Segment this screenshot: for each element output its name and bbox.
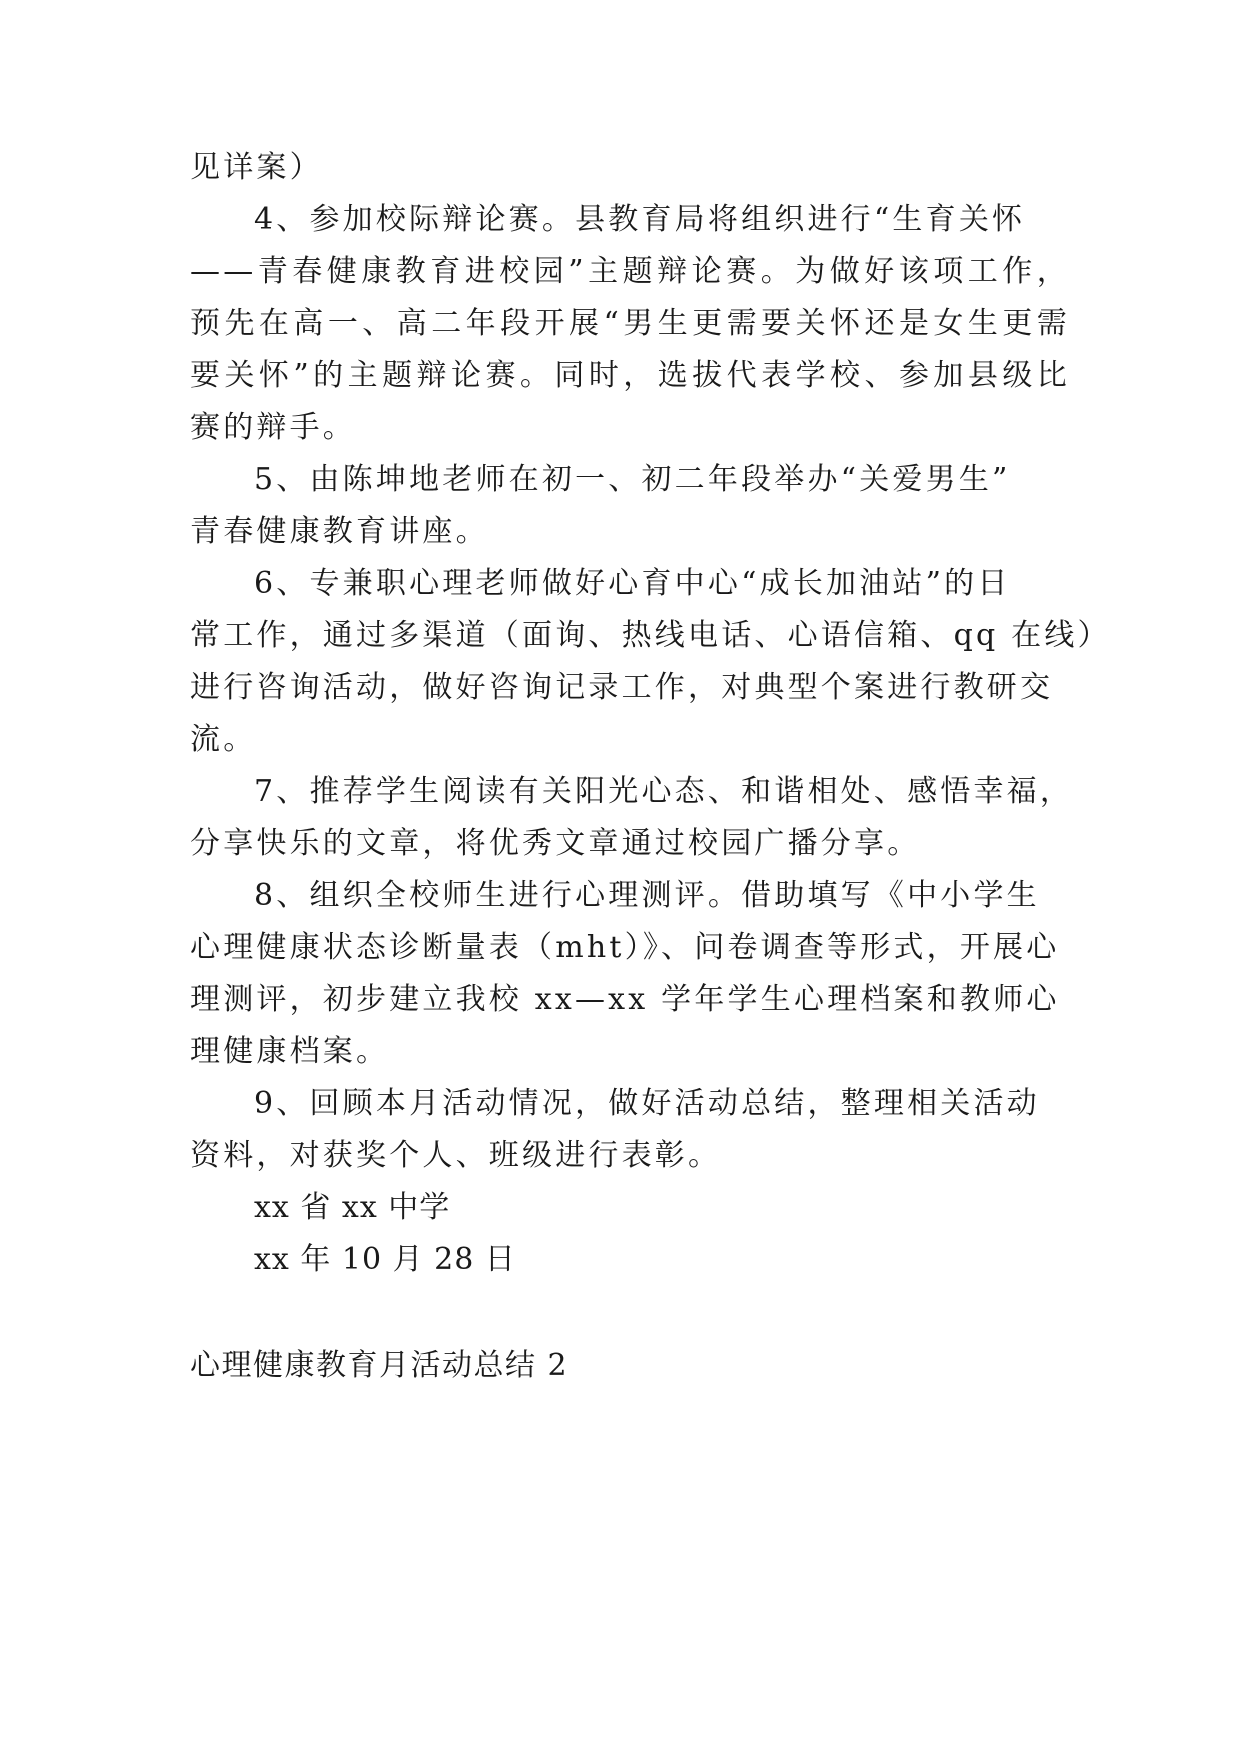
paragraph-line: 4、参加校际辩论赛。县教育局将组织进行“生育关怀 xyxy=(254,202,1026,237)
paragraph-line: 资料，对获奖个人、班级进行表彰。 xyxy=(190,1138,722,1173)
paragraph-line: 理健康档案。 xyxy=(190,1034,390,1069)
paragraph-line: 5、由陈坤地老师在初一、初二年段举办“关爱男生” xyxy=(254,462,1011,497)
paragraph-line: 进行咨询活动，做好咨询记录工作，对典型个案进行教研交 xyxy=(190,670,1054,705)
paragraph-line: ——青春健康教育进校园”主题辩论赛。为做好该项工作， xyxy=(190,254,1070,289)
signature-school: xx 省 xx 中学 xyxy=(254,1190,451,1225)
paragraph-line: 心理健康状态诊断量表（mht）》、问卷调查等形式，开展心 xyxy=(190,930,1060,965)
paragraph-line: 常工作，通过多渠道（面询、热线电话、心语信箱、qq 在线） xyxy=(190,618,1111,653)
paragraph-line: 分享快乐的文章，将优秀文章通过校园广播分享。 xyxy=(190,826,921,861)
paragraph-line: 青春健康教育讲座。 xyxy=(190,514,489,549)
paragraph-line: 流。 xyxy=(190,722,257,757)
section-heading: 心理健康教育月活动总结 2 xyxy=(190,1348,569,1383)
paragraph-line: 要关怀”的主题辩论赛。同时，选拔代表学校、参加县级比 xyxy=(190,358,1070,393)
paragraph-line: 理测评，初步建立我校 xx—xx 学年学生心理档案和教师心 xyxy=(190,982,1060,1017)
paragraph-line: 赛的辩手。 xyxy=(190,410,356,445)
paragraph-line: 8、组织全校师生进行心理测评。借助填写《中小学生 xyxy=(254,878,1040,913)
paragraph-line: 预先在高一、高二年段开展“男生更需要关怀还是女生更需 xyxy=(190,306,1070,341)
signature-date: xx 年 10 月 28 日 xyxy=(254,1242,516,1277)
paragraph-line: 9、回顾本月活动情况，做好活动总结，整理相关活动 xyxy=(254,1086,1040,1121)
paragraph-line: 7、推荐学生阅读有关阳光心态、和谐相处、感悟幸福， xyxy=(254,774,1074,809)
paragraph-line: 见详案） xyxy=(190,150,323,185)
paragraph-line: 6、专兼职心理老师做好心育中心“成长加油站”的日 xyxy=(254,566,1011,601)
